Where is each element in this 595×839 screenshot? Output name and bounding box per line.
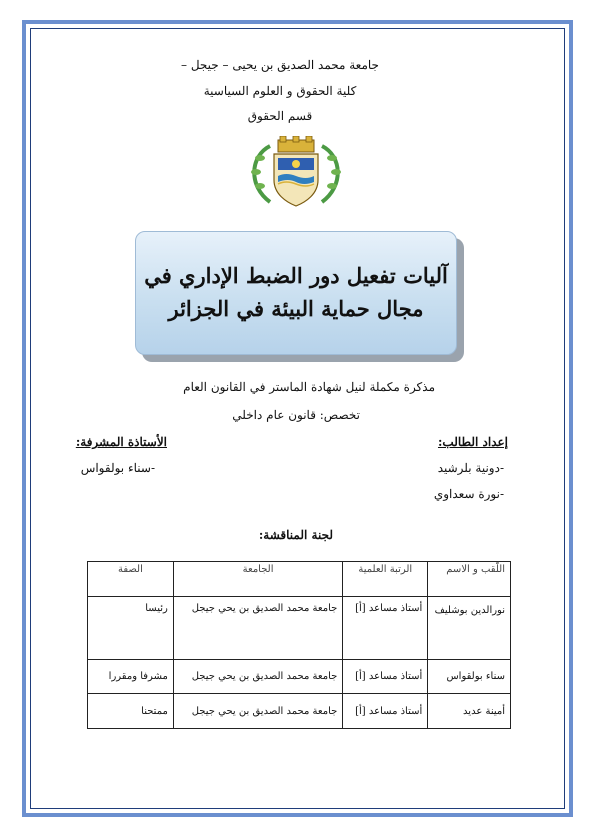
memo-description: مذكرة مكملة لنيل شهادة الماستر في القانون العام — [183, 380, 435, 394]
header-role: الصفة — [88, 562, 174, 597]
member-rank: أستاذ مساعد [أ] — [343, 660, 428, 694]
university-emblem-icon — [240, 136, 352, 208]
member-role: رئيسا — [88, 597, 174, 660]
thesis-title-line-1: آليات تفعيل دور الضبط الإداري في — [144, 263, 448, 289]
specialty: تخصص: قانون عام داخلي — [232, 408, 360, 422]
thesis-title-line-2: مجال حماية البيئة في الجزائر — [168, 296, 424, 321]
header-university: الجامعة — [173, 562, 342, 597]
faculty-name: كلية الحقوق و العلوم السياسية — [203, 84, 357, 98]
department-name: قسم الحقوق — [247, 109, 313, 123]
header-name: اللّقب و الاسم — [428, 562, 511, 597]
member-name: سناء بولقواس — [428, 660, 511, 694]
header-rank: الرتبة العلمية — [343, 562, 428, 597]
supervisor-name: -سناء بولقواس — [80, 461, 155, 475]
committee-table — [87, 561, 511, 729]
member-rank: أستاذ مساعد [أ] — [343, 597, 428, 660]
member-role: مشرفا ومقررا — [88, 660, 174, 694]
member-university: جامعة محمد الصديق بن يحي جيجل — [173, 694, 342, 729]
member-rank: أستاذ مساعد [أ] — [343, 694, 428, 729]
table-row — [88, 694, 511, 729]
member-name: أمينة عديد — [428, 694, 511, 729]
supervisor-label: الأستاذة المشرفة: — [75, 435, 167, 449]
student-name: -نورة سعداوي — [433, 487, 504, 501]
table-header-row — [88, 562, 511, 597]
member-name: نورالدين بوشليف — [428, 597, 511, 660]
university-name: جامعة محمد الصديق بن يحيى – جيجل – — [181, 58, 379, 72]
member-role: ممتحنا — [88, 694, 174, 729]
table-row — [88, 597, 511, 660]
member-university: جامعة محمد الصديق بن يحي جيجل — [173, 597, 342, 660]
thesis-title-box — [135, 231, 457, 355]
committee-label: لجنة المناقشة: — [258, 528, 333, 542]
table-row — [88, 660, 511, 694]
member-university: جامعة محمد الصديق بن يحي جيجل — [173, 660, 342, 694]
prepared-by-label: إعداد الطالب: — [437, 435, 508, 449]
student-name: -دونية بلرشيد — [437, 461, 504, 475]
